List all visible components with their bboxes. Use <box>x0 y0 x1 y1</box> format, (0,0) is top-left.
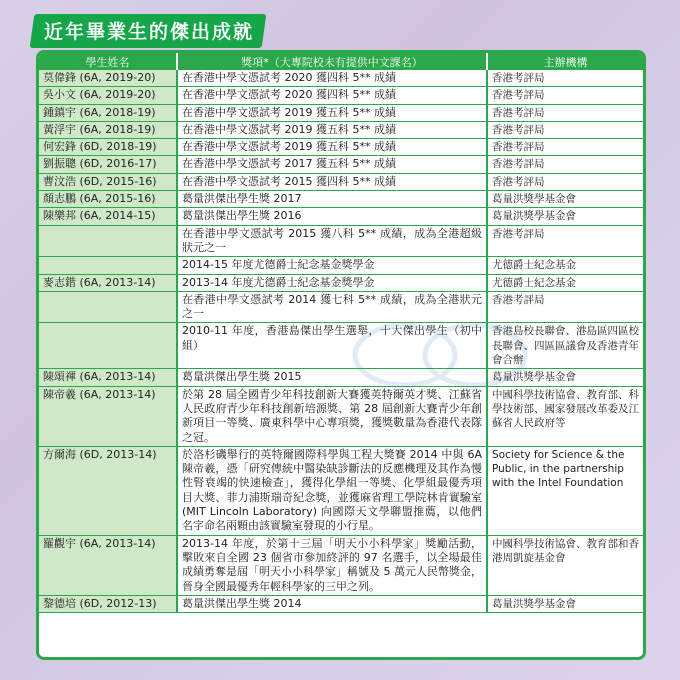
table-row <box>39 369 643 386</box>
organizer-cell: 葛量洪獎學基金會 <box>487 595 643 612</box>
table-row <box>39 446 643 535</box>
organizer-cell: 香港考評局 <box>487 156 643 173</box>
award-cell: 2014-15 年度尤德爵士紀念基金獎學金 <box>177 257 487 274</box>
student-name-cell: 方爾海 (6D, 2013-14) <box>39 446 177 535</box>
award-cell: 在香港中學文憑試考 2019 獲五科 5** 成績 <box>177 139 487 156</box>
student-name-cell <box>39 323 177 369</box>
award-cell: 在香港中學文憑試考 2014 獲七科 5** 成績，成為全港狀元之一 <box>177 291 487 323</box>
table-row <box>39 70 643 87</box>
organizer-cell: 尤德爵士紀念基金 <box>487 274 643 291</box>
header-award: 獎項*（大專院校未有提供中文課名） <box>177 53 487 70</box>
header-organizer: 主辦機構 <box>487 53 643 70</box>
organizer-cell: 中國科學技術協會、教育部和香港周凱旋基金會 <box>487 535 643 595</box>
organizer-cell: 香港考評局 <box>487 87 643 104</box>
organizer-cell: 香港島校長聯會、港島區四區校長聯會、四區區議會及香港青年會合辦 <box>487 323 643 369</box>
award-cell: 於第 28 屆全國青少年科技創新大賽獲英特爾英才獎、江蘇省人民政府青少年科技創新培源獎、第 28 屆創新大賽青少年創新項目一等獎、廣東科學中心專項獎，獲獎數量為香港代表隊之冠。 <box>177 386 487 446</box>
award-cell: 2013-14 年度，於第十三屆「明天小小科學家」獎勵活動，擊敗來自全國 23 個省市參加終評的 97 名選手，以全場最佳成績勇奪是屆「明天小小科學家」稱號及 5 萬元人民幣獎金，晉身全國最優秀年輕科學家的三甲之列。 <box>177 535 487 595</box>
table-row <box>39 386 643 446</box>
award-cell: 葛量洪傑出學生獎 2017 <box>177 191 487 208</box>
award-cell: 2013-14 年度尤德爵士紀念基金獎學金 <box>177 274 487 291</box>
student-name-cell <box>39 225 177 257</box>
student-name-cell: 黃浮宇 (6A, 2018-19) <box>39 121 177 138</box>
achievements-table <box>39 53 643 613</box>
table-row <box>39 274 643 291</box>
award-cell: 2010-11 年度，香港島傑出學生選舉，十大傑出學生（初中組） <box>177 323 487 369</box>
student-name-cell: 麥志鍇 (6A, 2013-14) <box>39 274 177 291</box>
student-name-cell: 吳小文 (6A, 2019-20) <box>39 87 177 104</box>
organizer-cell: 葛量洪獎學基金會 <box>487 369 643 386</box>
student-name-cell: 陳頌褌 (6A, 2013-14) <box>39 369 177 386</box>
table-row <box>39 595 643 612</box>
table-row <box>39 121 643 138</box>
award-cell: 於洛杉磯舉行的英特爾國際科學與工程大獎賽 2014 中與 6A 陳帝羲，憑「研究傳統中醫染缺診斷法的反應機理及其作為慢性腎衰竭的快速檢查」，獲得化學組一等獎、化學組最優秀項目大獎、菲力浦斯瑞奇紀念獎，並獲麻省理工學院林肯實驗室 (MIT Lincoln Laboratory) 向國際天文學聯盟推薦，以他們名字命名兩顆由該實驗室發現的小行星。 <box>177 446 487 535</box>
table-row <box>39 87 643 104</box>
student-name-cell <box>39 257 177 274</box>
student-name-cell: 莫偉鋒 (6A, 2019-20) <box>39 70 177 87</box>
organizer-cell: 尤德爵士紀念基金 <box>487 257 643 274</box>
student-name-cell: 陳帝羲 (6A, 2013-14) <box>39 386 177 446</box>
table-header-row <box>39 53 643 70</box>
table-row <box>39 208 643 225</box>
table-row <box>39 291 643 323</box>
award-cell: 在香港中學文憑試考 2020 獲四科 5** 成績 <box>177 87 487 104</box>
organizer-cell: Society for Science & the Public, in the partnership with the Intel Foundation <box>487 446 643 535</box>
award-cell: 葛量洪傑出學生獎 2014 <box>177 595 487 612</box>
student-name-cell: 曹汶浩 (6D, 2015-16) <box>39 173 177 190</box>
student-name-cell: 顏志鵬 (6A, 2015-16) <box>39 191 177 208</box>
organizer-cell: 香港考評局 <box>487 225 643 257</box>
student-name-cell <box>39 291 177 323</box>
achievements-table-container <box>36 50 646 660</box>
table-row <box>39 257 643 274</box>
award-cell: 在香港中學文憑試考 2019 獲五科 5** 成績 <box>177 104 487 121</box>
award-cell: 在香港中學文憑試考 2020 獲四科 5** 成績 <box>177 70 487 87</box>
table-row <box>39 323 643 369</box>
table-row <box>39 156 643 173</box>
organizer-cell: 葛量洪獎學基金會 <box>487 191 643 208</box>
organizer-cell: 香港考評局 <box>487 121 643 138</box>
award-cell: 葛量洪傑出學生獎 2016 <box>177 208 487 225</box>
table-row <box>39 139 643 156</box>
award-cell: 在香港中學文憑試考 2019 獲五科 5** 成績 <box>177 121 487 138</box>
organizer-cell: 香港考評局 <box>487 173 643 190</box>
table-row <box>39 535 643 595</box>
award-cell: 在香港中學文憑試考 2017 獲五科 5** 成績 <box>177 156 487 173</box>
page-title: 近年畢業生的傑出成就 <box>44 21 255 43</box>
organizer-cell: 香港考評局 <box>487 139 643 156</box>
organizer-cell: 香港考評局 <box>487 70 643 87</box>
student-name-cell: 何宏鋒 (6D, 2018-19) <box>39 139 177 156</box>
student-name-cell: 劉振聰 (6D, 2016-17) <box>39 156 177 173</box>
organizer-cell: 香港考評局 <box>487 104 643 121</box>
organizer-cell: 葛量洪獎學基金會 <box>487 208 643 225</box>
student-name-cell: 羅觀宇 (6A, 2013-14) <box>39 535 177 595</box>
award-cell: 在香港中學文憑試考 2015 獲四科 5** 成績 <box>177 173 487 190</box>
table-row <box>39 173 643 190</box>
header-student-name: 學生姓名 <box>39 53 177 70</box>
organizer-cell: 香港考評局 <box>487 291 643 323</box>
table-row <box>39 104 643 121</box>
student-name-cell: 陳樂邦 (6A, 2014-15) <box>39 208 177 225</box>
award-cell: 葛量洪傑出學生獎 2015 <box>177 369 487 386</box>
student-name-cell: 鍾鎮宇 (6A, 2018-19) <box>39 104 177 121</box>
table-row <box>39 191 643 208</box>
organizer-cell: 中國科學技術協會、教育部、科學技術部、國家發展改革委及江蘇省人民政府等 <box>487 386 643 446</box>
table-row <box>39 225 643 257</box>
student-name-cell: 黎德培 (6D, 2012-13) <box>39 595 177 612</box>
award-cell: 在香港中學文憑試考 2015 獲八科 5** 成績，成為全港超級狀元之一 <box>177 225 487 257</box>
